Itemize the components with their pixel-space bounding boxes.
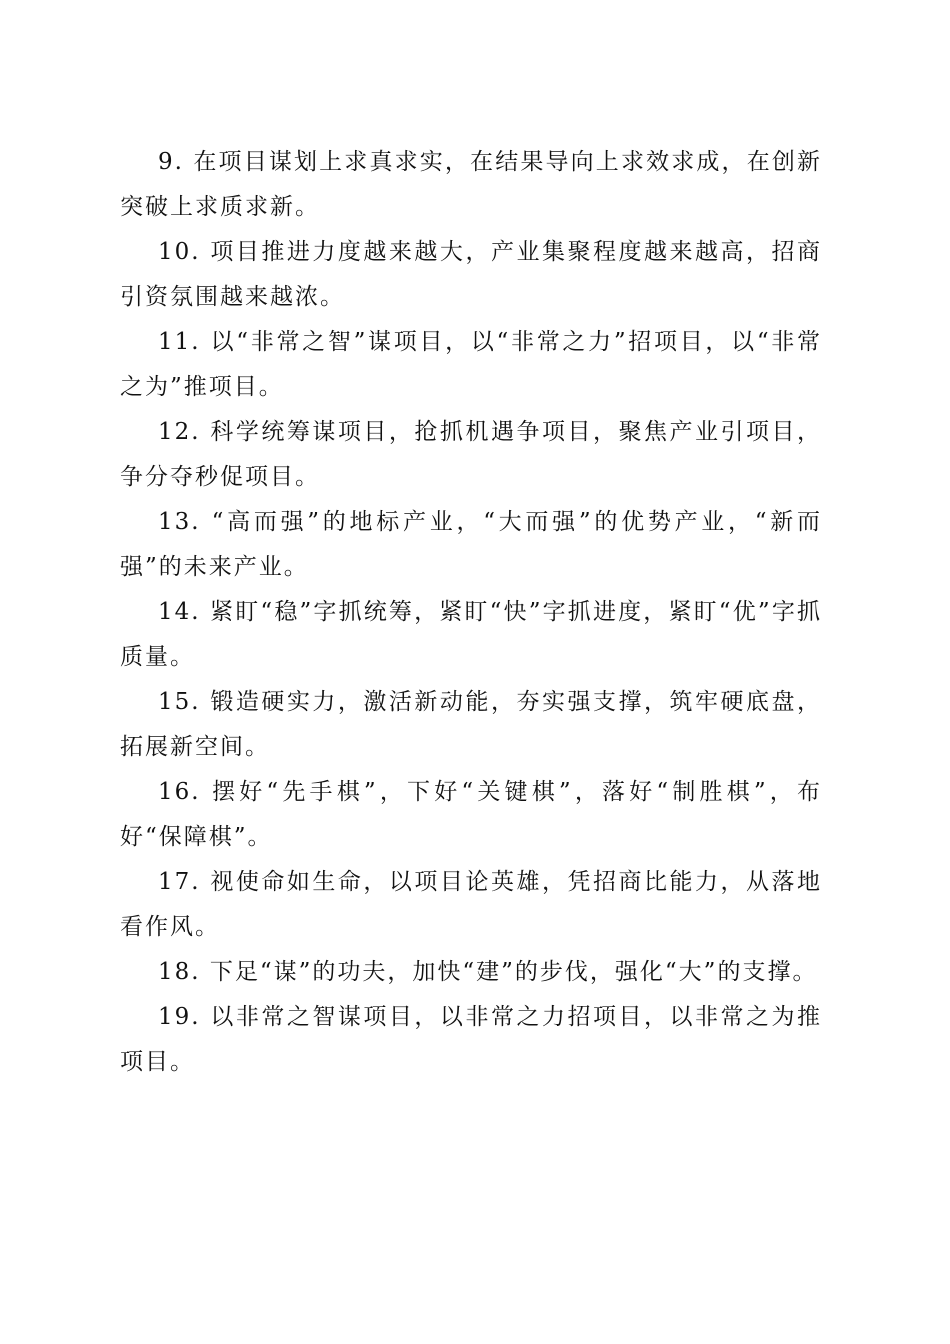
paragraph-11: 11. 以“非常之智”谋项目，以“非常之力”招项目，以“非常之为”推项目。	[120, 329, 822, 400]
paragraph-10: 10. 项目推进力度越来越大，产业集聚程度越来越高，招商引资氛围越来越浓。	[120, 239, 822, 310]
paragraph-19: 19. 以非常之智谋项目，以非常之力招项目，以非常之为推项目。	[120, 1004, 822, 1075]
paragraph-13: 13. “高而强”的地标产业，“大而强”的优势产业，“新而强”的未来产业。	[120, 509, 822, 580]
paragraph-17: 17. 视使命如生命，以项目论英雄，凭招商比能力，从落地看作风。	[120, 869, 822, 940]
paragraph-14: 14. 紧盯“稳”字抓统筹，紧盯“快”字抓进度，紧盯“优”字抓质量。	[120, 599, 822, 670]
paragraph-16: 16. 摆好“先手棋”，下好“关键棋”，落好“制胜棋”，布好“保障棋”。	[120, 779, 822, 850]
paragraph-18: 18. 下足“谋”的功夫，加快“建”的步伐，强化“大”的支撑。	[158, 959, 818, 985]
paragraph-12: 12. 科学统筹谋项目，抢抓机遇争项目，聚焦产业引项目，争分夺秒促项目。	[120, 419, 822, 490]
paragraph-9: 9. 在项目谋划上求真求实，在结果导向上求效求成，在创新突破上求质求新。	[120, 149, 822, 220]
document-body	[120, 140, 822, 1085]
paragraph-15: 15. 锻造硬实力，激活新动能，夯实强支撑，筑牢硬底盘，拓展新空间。	[120, 689, 822, 760]
